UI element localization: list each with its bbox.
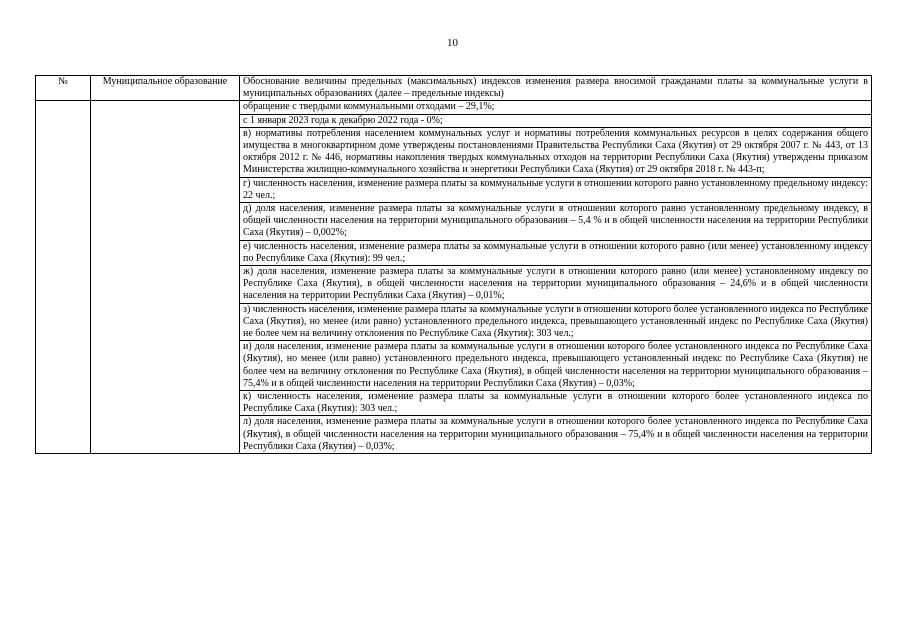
paragraph: з) численность населения, изменение размера платы за коммунальные услуги в отношении которого более установленного индекса по Республике Саха (Якутия), но менее (или равно) установленного предельного индекса, превышающего установленный индекс по Республике Саха (Якутия) не более чем на величину отклонения по Республике Саха (Якутия): 303 чел.; xyxy=(240,304,871,342)
paragraph: д) доля населения, изменение размера платы за коммунальные услуги в отношении которого равно установленному предельному индексу, в общей численности населения на территории муниципального образования – 5,4 % и в общей численности населения на территории Республики Саха (Якутия) – 0,002%; xyxy=(240,203,871,241)
table-row xyxy=(36,101,872,454)
header-col-justification: Обоснование величины предельных (максимальных) индексов изменения размера вносимой гражданами платы за коммунальные услуги в муниципальных образованиях (далее – предельные индексы) xyxy=(240,76,872,101)
page-number: 10 xyxy=(447,37,458,49)
row-num-cell xyxy=(36,101,91,454)
paragraph: к) численность населения, изменение размера платы за коммунальные услуги в отношении которого более установленного индекса по Республике Саха (Якутия): 303 чел.; xyxy=(240,391,871,416)
row-justification-cell xyxy=(240,101,872,454)
paragraph: г) численность населения, изменение размера платы за коммунальные услуги в отношении которого равно установленному предельному индексу: 22 чел.; xyxy=(240,178,871,203)
table-header-row xyxy=(36,76,872,101)
paragraph: обращение с твердыми коммунальными отходами – 29,1%; xyxy=(240,101,871,114)
paragraph: е) численность населения, изменение размера платы за коммунальные услуги в отношении которого равно (или менее) установленному индексу по Республике Саха (Якутия): 99 чел.; xyxy=(240,241,871,266)
paragraph: ж) доля населения, изменение размера платы за коммунальные услуги в отношении которого равно (или менее) установленному индексу по Республике Саха (Якутия), в общей численности населения на территории муниципального образования – 24,6% и в общей численности населения на территории Республики Саха (Якутия) – 0,01%; xyxy=(240,266,871,304)
paragraph: в) нормативы потребления населением коммунальных услуг и нормативы потребления коммунальных ресурсов в целях содержания общего имущества в многоквартирном доме утверждены постановлениями Правительства Республики Саха (Якутия) от 29 октября 2007 г. № 443, от 13 октября 2012 г. № 446, нормативы накопления твердых коммунальных отходов на территории Республики Саха (Якутия) утверждены приказом Министерства жилищно-коммунального хозяйства и энергетики Республики Саха (Якутия) от 29 октября 2018 г. № 443-п; xyxy=(240,128,871,178)
header-col-municipality: Муниципальное образование xyxy=(91,76,240,101)
paragraph: л) доля населения, изменение размера платы за коммунальные услуги в отношении которого более установленного индекса по Республике Саха (Якутия), в общей численности населения на территории муниципального образования – 75,4% и в общей численности населения на территории Республики Саха (Якутия) – 0,03%; xyxy=(243,416,868,452)
paragraph: и) доля населения, изменение размера платы за коммунальные услуги в отношении которого более установленного индекса по Республике Саха (Якутия), но менее (или равно) установленного предельного индекса, превышающего установленный индекс по Республике Саха (Якутия) не более чем на величину отклонения по Республике Саха (Якутия), в общей численности населения на территории муниципального образования – 75,4% и в общей численности населения на территории Республики Саха (Якутия) – 0,03%; xyxy=(240,341,871,391)
row-municipality-cell xyxy=(91,101,240,454)
header-col-num: № xyxy=(36,76,91,101)
justification-table xyxy=(35,75,872,454)
paragraph: с 1 января 2023 года к декабрю 2022 года - 0%; xyxy=(240,115,871,128)
